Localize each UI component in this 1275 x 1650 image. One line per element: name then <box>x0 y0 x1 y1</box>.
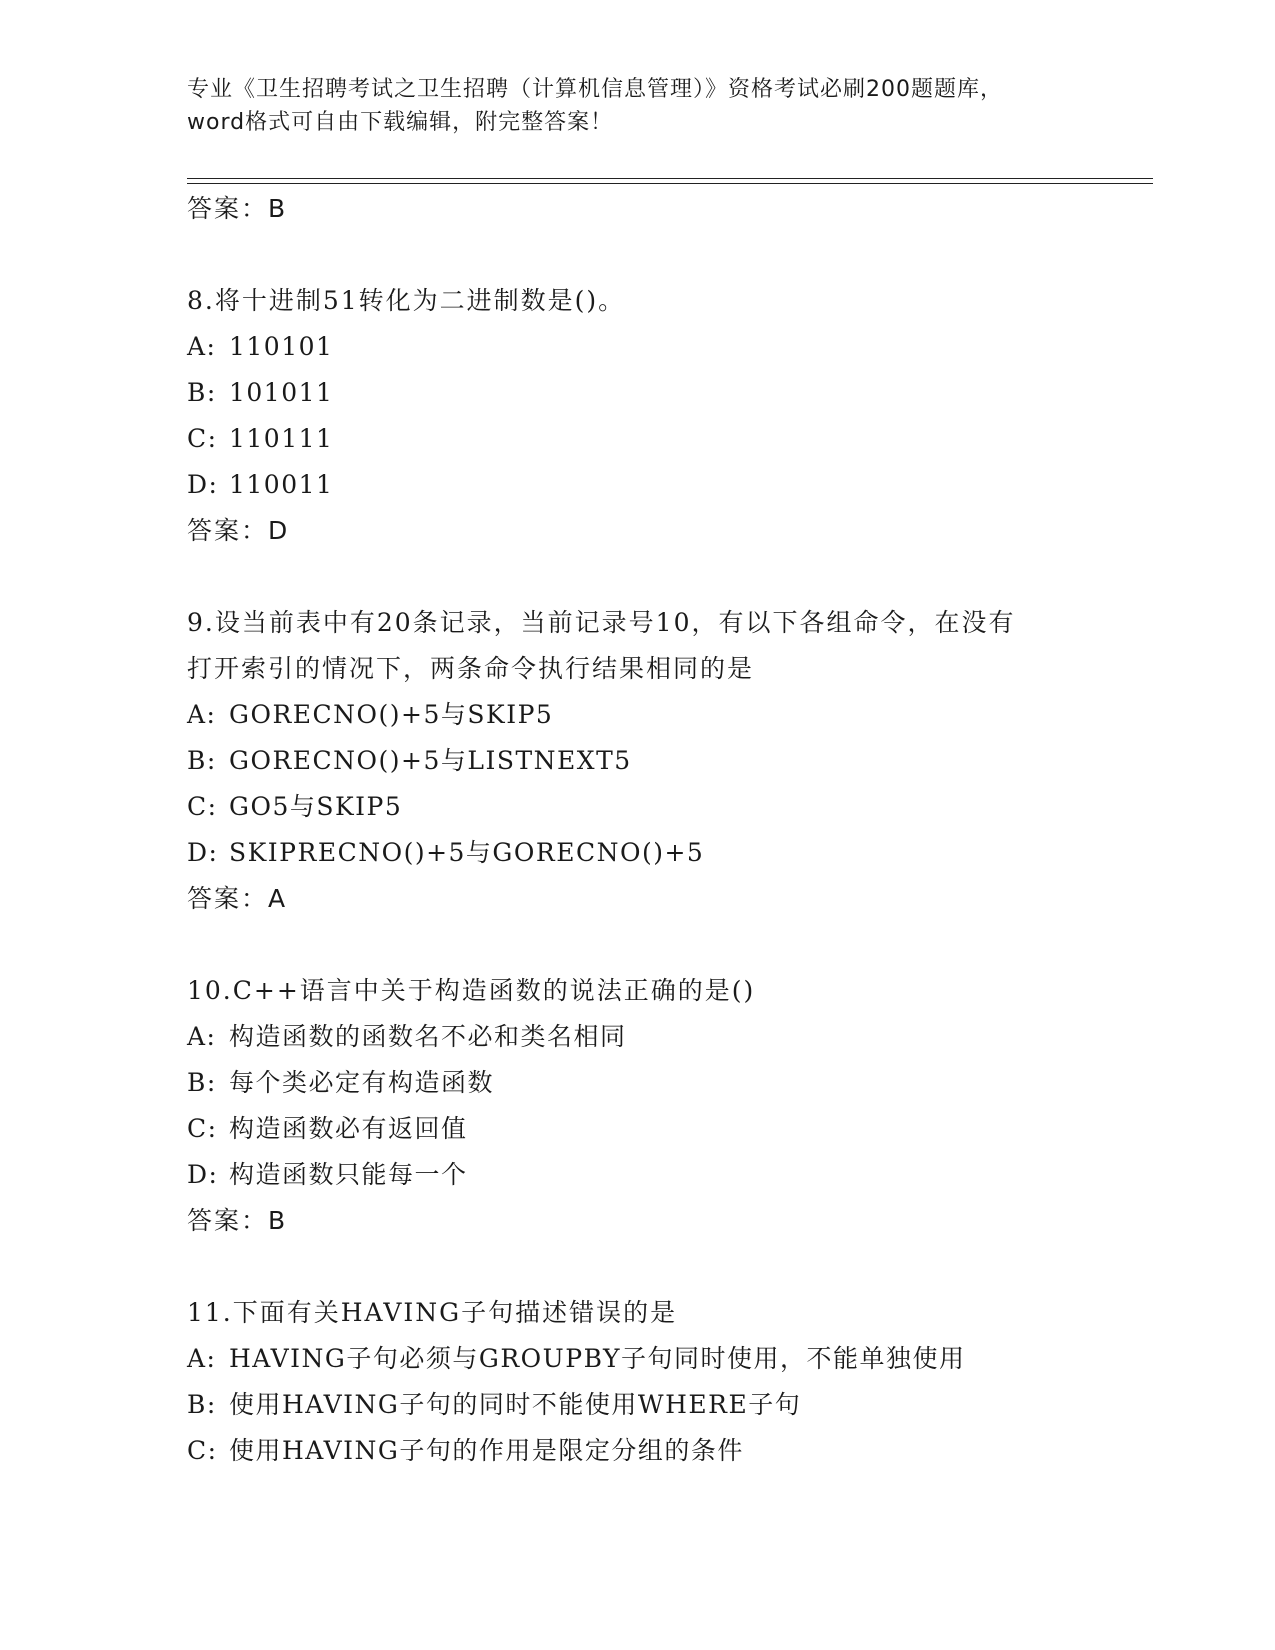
option-text: 101011 <box>229 378 334 407</box>
option-text: GO5与SKIP5 <box>229 792 403 821</box>
question-10 <box>187 968 1147 1244</box>
option-text: HAVING子句必须与GROUPBY子句同时使用，不能单独使用 <box>229 1344 966 1373</box>
option-c <box>187 416 1147 462</box>
question-9 <box>187 600 1147 922</box>
option-label: A: <box>187 700 217 729</box>
option-d <box>187 830 1147 876</box>
option-text: 110101 <box>229 332 334 361</box>
header-divider-bottom <box>187 183 1153 184</box>
option-label: A: <box>187 1022 217 1051</box>
answer-line: 答案：B <box>187 1206 288 1235</box>
option-text: 构造函数的函数名不必和类名相同 <box>229 1022 627 1051</box>
option-text: 使用HAVING子句的作用是限定分组的条件 <box>229 1436 744 1465</box>
option-label: D: <box>187 838 219 867</box>
option-text: SKIPRECNO()+5与GORECNO()+5 <box>229 838 705 867</box>
option-text: 构造函数必有返回值 <box>229 1114 468 1143</box>
answer-line: 答案：D <box>187 516 290 545</box>
option-text: GORECNO()+5与LISTNEXT5 <box>229 746 632 775</box>
option-label: B: <box>187 378 217 407</box>
question-stem: 11.下面有关HAVING子句描述错误的是 <box>187 1298 678 1327</box>
option-c <box>187 1428 1147 1474</box>
option-text: 每个类必定有构造函数 <box>229 1068 495 1097</box>
option-label: C: <box>187 424 218 453</box>
option-label: B: <box>187 746 217 775</box>
option-b <box>187 1382 1147 1428</box>
option-label: C: <box>187 1114 218 1143</box>
answer-line: 答案：A <box>187 884 288 913</box>
option-label: C: <box>187 792 218 821</box>
option-text: 110011 <box>229 470 334 499</box>
option-text: GORECNO()+5与SKIP5 <box>229 700 554 729</box>
question-stem: 8.将十进制51转化为二进制数是()。 <box>187 286 626 315</box>
option-text: 构造函数只能每一个 <box>229 1160 468 1189</box>
question-11 <box>187 1290 1147 1474</box>
header-line-1: 专业《卫生招聘考试之卫生招聘（计算机信息管理）》资格考试必刷200题题库， <box>187 77 1003 102</box>
option-b <box>187 370 1147 416</box>
option-d <box>187 1152 1147 1198</box>
option-a <box>187 1336 1147 1382</box>
option-c <box>187 1106 1147 1152</box>
option-a <box>187 1014 1147 1060</box>
option-label: D: <box>187 470 219 499</box>
question-8 <box>187 278 1147 554</box>
option-label: A: <box>187 1344 217 1373</box>
answer-line: 答案：B <box>187 194 288 223</box>
option-label: D: <box>187 1160 219 1189</box>
option-a <box>187 692 1147 738</box>
option-d <box>187 462 1147 508</box>
option-text: 110111 <box>229 424 334 453</box>
option-label: A: <box>187 332 217 361</box>
option-text: 使用HAVING子句的同时不能使用WHERE子句 <box>229 1390 802 1419</box>
option-b <box>187 1060 1147 1106</box>
document-header <box>187 73 1087 139</box>
option-b <box>187 738 1147 784</box>
question-stem-continued: 打开索引的情况下，两条命令执行结果相同的是 <box>187 654 755 683</box>
question-stem: 9.设当前表中有20条记录，当前记录号10，有以下各组命令，在没有 <box>187 608 1016 637</box>
question-list <box>187 186 1147 1474</box>
option-label: B: <box>187 1390 217 1419</box>
header-divider-top <box>187 178 1153 179</box>
header-line-2: word格式可自由下载编辑，附完整答案！ <box>187 110 614 135</box>
question-stem: 10.C++语言中关于构造函数的说法正确的是() <box>187 976 756 1005</box>
option-a <box>187 324 1147 370</box>
option-label: B: <box>187 1068 217 1097</box>
option-label: C: <box>187 1436 218 1465</box>
option-c <box>187 784 1147 830</box>
